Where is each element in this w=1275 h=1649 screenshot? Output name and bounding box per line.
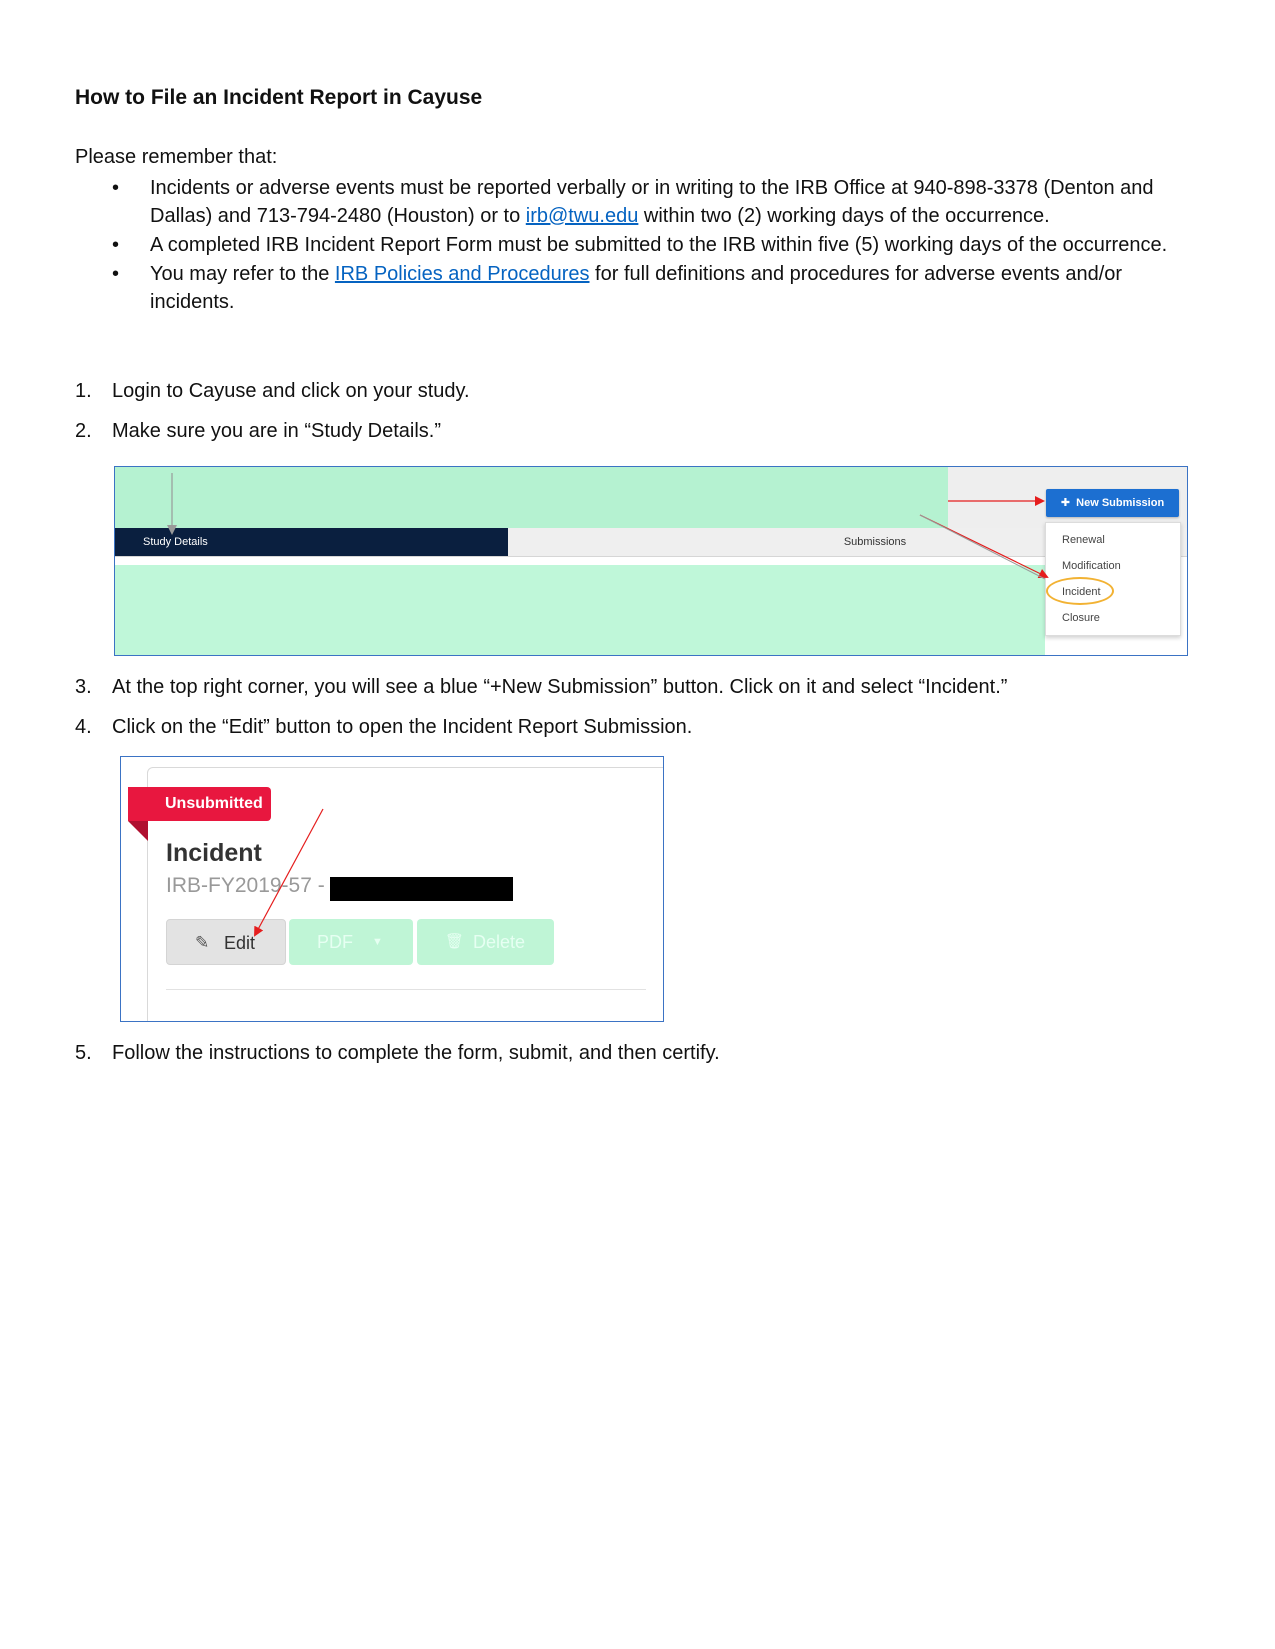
step-1: [75, 380, 470, 403]
step-number: 2.: [75, 420, 92, 442]
study-details-screenshot: [114, 466, 1188, 656]
status-badge: Unsubmitted: [128, 787, 271, 821]
step-3: [75, 676, 1007, 699]
delete-label: Delete: [473, 932, 526, 952]
caret-down-icon: ▼: [372, 936, 383, 948]
edit-label: Edit: [224, 933, 256, 953]
reminder-text: You may refer to the: [150, 263, 335, 285]
page-title: How to File an Incident Report in Cayuse: [75, 86, 483, 109]
step-number: 1.: [75, 380, 92, 402]
step-text: Login to Cayuse and click on your study.: [112, 380, 470, 402]
step-text: At the top right corner, you will see a blue “+New Submission” button. Click on it and select “Incident.”: [112, 676, 1008, 698]
intro-text: Please remember that:: [75, 146, 278, 168]
incident-card-screenshot: [120, 756, 664, 1022]
menu-item-modification[interactable]: Modification: [1062, 560, 1121, 572]
tab-submissions[interactable]: Submissions: [843, 536, 907, 548]
reminder-item: [75, 260, 1185, 316]
plus-icon: ✚: [1060, 497, 1077, 509]
trash-icon: 🗑: [445, 933, 465, 950]
pencil-icon: ✎: [195, 933, 210, 952]
arrow-incident-gray: [920, 515, 1045, 579]
reminder-text: A completed IRB Incident Report Form must be submitted to the IRB within five (5) working days of the occurrence.: [150, 234, 1168, 256]
email-link[interactable]: irb@twu.edu: [525, 205, 639, 227]
reminder-text: Incidents or adverse events must be reported verbally or in writing to the IRB Office at 940-898-3378 (Denton and Dallas) and 713-794-2480 (Houston) or to: [150, 177, 1154, 227]
step-number: 3.: [75, 676, 92, 698]
reminder-text: within two (2) working days of the occurrence.: [638, 205, 1050, 227]
reminder-item: [75, 231, 1185, 259]
step-text: Make sure you are in “Study Details.”: [112, 420, 442, 442]
step-text: Click on the “Edit” button to open the Incident Report Submission.: [112, 716, 693, 738]
new-submission-label: New Submission: [1076, 497, 1165, 509]
step-number: 4.: [75, 716, 92, 738]
menu-item-renewal[interactable]: Renewal: [1062, 534, 1105, 546]
card-title: Incident: [166, 839, 262, 867]
step-number: 5.: [75, 1042, 92, 1064]
study-id: IRB-FY2019-57 -: [166, 874, 325, 897]
reminder-list: [75, 174, 1185, 317]
arrow-edit: [255, 809, 323, 935]
reminder-text: for full definitions and procedures for adverse events and/or incidents.: [150, 263, 1123, 313]
annotation-arrows: [115, 467, 1188, 656]
reminder-item: [75, 174, 1185, 230]
tab-study-details[interactable]: Study Details: [115, 528, 508, 556]
step-5: [75, 1042, 720, 1065]
policies-link[interactable]: IRB Policies and Procedures: [334, 263, 590, 285]
step-2: [75, 420, 441, 443]
edit-annotation-arrow: [121, 757, 664, 1022]
pdf-label: PDF: [317, 932, 353, 952]
menu-item-incident[interactable]: Incident: [1062, 586, 1101, 598]
step-text: Follow the instructions to complete the form, submit, and then certify.: [112, 1042, 720, 1064]
menu-item-closure[interactable]: Closure: [1062, 612, 1100, 624]
step-4: [75, 716, 692, 739]
